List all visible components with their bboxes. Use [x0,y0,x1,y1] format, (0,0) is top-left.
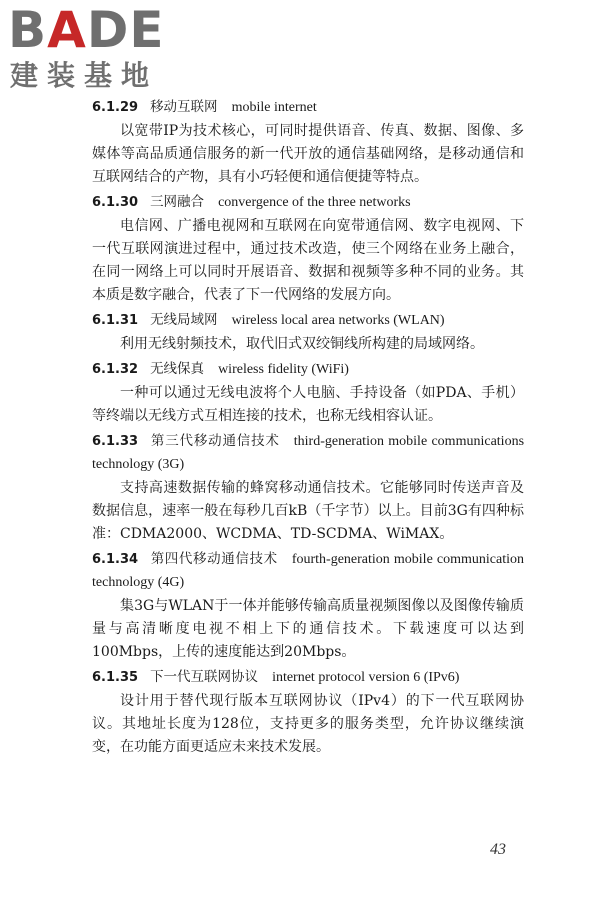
glossary-content [92,96,524,761]
entry-6-1-31 [92,309,524,356]
entry-title [92,358,524,381]
entry-term-zh: 下一代互联网协议 [150,669,259,685]
entry-term-en: internet protocol version 6 (IPv6) [272,670,460,685]
entry-number: 6.1.31 [92,313,139,328]
entry-number: 6.1.32 [92,362,139,377]
entry-definition: 一种可以通过无线电波将个人电脑、手持设备（如PDA、手机）等终端以无线方式互相连接的技术，也称无线相容认证。 [92,385,524,424]
entry-6-1-30 [92,191,524,307]
entry-title [92,430,524,476]
entry-term-en: wireless fidelity (WiFi) [218,362,349,377]
entry-term-zh: 无线局域网 [150,312,218,328]
entry-term-zh: 三网融合 [150,194,205,210]
logo-letter-a: A [47,1,87,59]
bade-logo [8,1,178,96]
entry-term-zh: 移动互联网 [150,99,218,115]
entry-term-zh: 无线保真 [150,361,205,377]
entry-number: 6.1.30 [92,195,139,210]
entry-6-1-34 [92,548,524,664]
entry-title [92,96,524,119]
logo-wordmark [8,1,165,59]
entry-6-1-35 [92,666,524,759]
entry-title [92,191,524,214]
logo-subtitle: 建装基地 [10,59,159,92]
entry-definition: 设计用于替代现行版本互联网协议（IPv4）的下一代互联网协议。其地址长度为128位，支持更多的服务类型，允许协议继续演变，在功能方面更适应未来技术发展。 [92,693,524,755]
entry-title [92,666,524,689]
entry-definition: 利用无线射频技术，取代旧式双绞铜线所构建的局域网络。 [120,336,484,352]
entry-6-1-29 [92,96,524,189]
entry-6-1-33 [92,430,524,546]
logo-letters-de: DE [86,1,165,59]
entry-term-en: wireless local area networks (WLAN) [231,313,445,328]
entry-number: 6.1.35 [92,670,139,685]
entry-term-en: fourth-generation mobile communication technology (4G) [92,552,524,590]
entry-title [92,548,524,594]
entry-definition: 以宽带IP为技术核心，可同时提供语音、传真、数据、图像、多媒体等高品质通信服务的新一代开放的通信基础网络，是移动通信和互联网结合的产物，具有小巧轻便和通信便捷等特点。 [92,123,524,185]
entry-6-1-32 [92,358,524,428]
entry-definition: 电信网、广播电视网和互联网在向宽带通信网、数字电视网、下一代互联网演进过程中，通过技术改造，使三个网络在业务上融合，在同一网络上可以同时开展语音、数据和视频等多种不同的业务。其本质是数字融合，代表了下一代网络的发展方向。 [92,218,524,303]
entry-term-en: third-generation mobile communications technology (3G) [92,434,525,472]
logo-letter-b: B [8,1,48,59]
entry-number: 6.1.34 [92,552,139,567]
entry-number: 6.1.33 [92,434,139,449]
page-number: 43 [490,841,506,858]
entry-number: 6.1.29 [92,100,139,115]
entry-term-en: convergence of the three networks [218,195,411,210]
entry-definition: 支持高速数据传输的蜂窝移动通信技术。它能够同时传送声音及数据信息，速率一般在每秒几百kB（千字节）以上。目前3G有四种标准：CDMA2000、WCDMA、TD-SCDMA、WiMAX。 [92,480,524,542]
entry-definition: 集3G与WLAN于一体并能够传输高质量视频图像以及图像传输质量与高清晰度电视不相上下的通信技术。下载速度可以达到100Mbps，上传的速度能达到20Mbps。 [92,598,524,660]
entry-term-zh: 第四代移动通信技术 [150,551,278,567]
entry-term-zh: 第三代移动通信技术 [150,433,280,449]
entry-term-en: mobile internet [231,100,317,115]
entry-title [92,309,524,332]
